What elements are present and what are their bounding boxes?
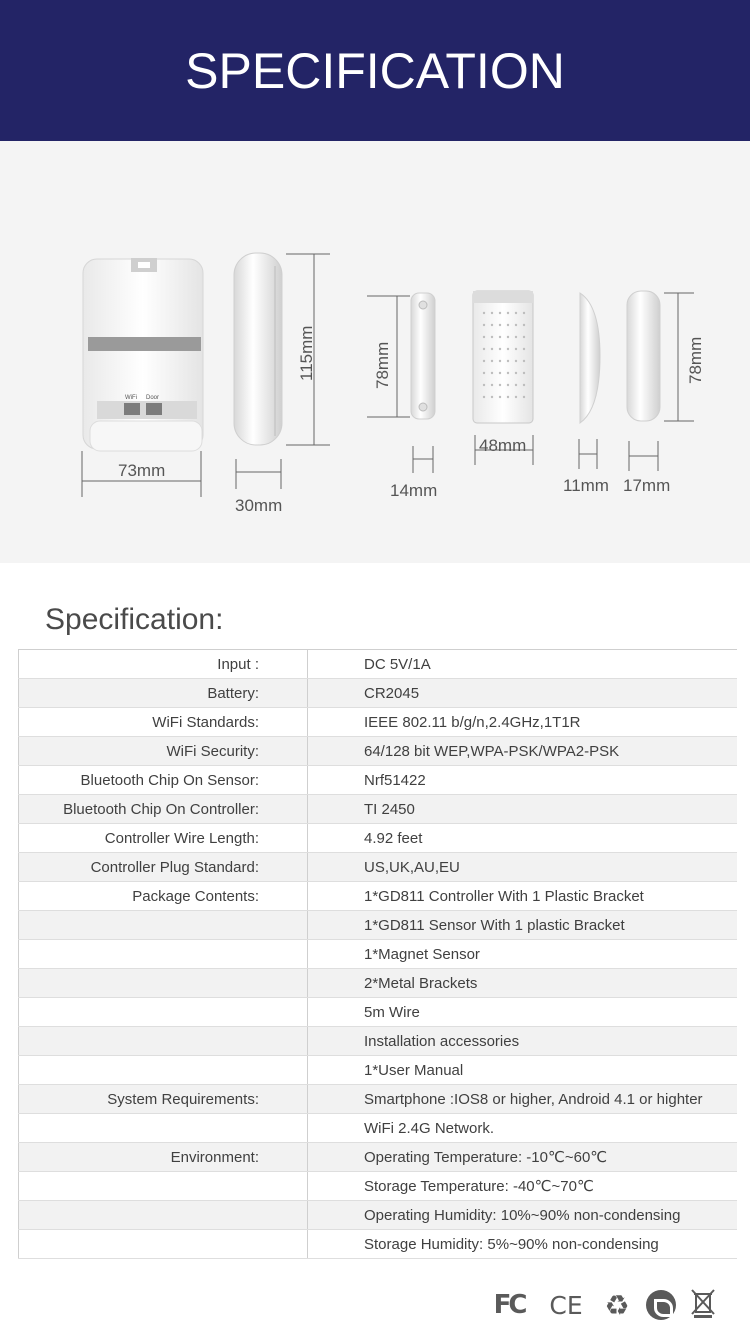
spec-row (19, 1172, 738, 1201)
spec-row (19, 1143, 738, 1172)
spec-heading: Specification: (45, 603, 224, 636)
spec-key (19, 1201, 308, 1230)
spec-value: US,UK,AU,EU (308, 853, 738, 882)
spec-value: 1*GD811 Controller With 1 Plastic Bracket (308, 882, 738, 911)
spec-key: Controller Plug Standard: (19, 853, 308, 882)
spec-key (19, 1056, 308, 1085)
spec-row (19, 882, 738, 911)
spec-row (19, 650, 738, 679)
spec-value: WiFi 2.4G Network. (308, 1114, 738, 1143)
spec-key (19, 1172, 308, 1201)
spec-value: TI 2450 (308, 795, 738, 824)
sensor-width-label: 17mm (623, 476, 671, 495)
spec-key (19, 911, 308, 940)
bracket-width-label: 48mm (479, 436, 527, 455)
sensor-depth-label: 11mm (563, 476, 609, 495)
metal-bracket-view (473, 291, 533, 465)
controller-height-label: 115mm (297, 325, 316, 381)
spec-value: Smartphone :IOS8 or higher, Android 4.1 or highter (308, 1085, 738, 1114)
controller-depth-label: 30mm (235, 496, 283, 515)
certification-marks (486, 1288, 716, 1322)
spec-row (19, 911, 738, 940)
spec-row (19, 1085, 738, 1114)
door-sensor-front-view (623, 291, 705, 495)
green-dot-icon (646, 1290, 676, 1320)
controller-side-view (234, 253, 330, 515)
magnet-width-label: 14mm (390, 481, 438, 500)
recycle-icon: ♻ (604, 1288, 630, 1322)
spec-row (19, 679, 738, 708)
controller-width-label: 73mm (118, 461, 166, 480)
spec-row (19, 1230, 738, 1259)
spec-value: Storage Temperature: -40℃~70℃ (308, 1172, 738, 1201)
header-banner (0, 0, 750, 141)
spec-key (19, 1114, 308, 1143)
spec-value: 5m Wire (308, 998, 738, 1027)
spec-value: 64/128 bit WEP,WPA-PSK/WPA2-PSK (308, 737, 738, 766)
spec-value: 2*Metal Brackets (308, 969, 738, 998)
spec-row (19, 1056, 738, 1085)
door-label: Door (146, 395, 160, 401)
weee-crossed-bin-icon (690, 1288, 716, 1322)
spec-key (19, 998, 308, 1027)
spec-row (19, 824, 738, 853)
banner-title: SPECIFICATION (185, 43, 565, 99)
spec-key: Environment: (19, 1143, 308, 1172)
spec-key: Battery: (19, 679, 308, 708)
spec-value: Installation accessories (308, 1027, 738, 1056)
spec-value: Operating Temperature: -10℃~60℃ (308, 1143, 738, 1172)
spec-table (18, 649, 737, 1259)
magnet-height-label: 78mm (373, 341, 392, 389)
spec-row (19, 708, 738, 737)
spec-row (19, 1201, 738, 1230)
spec-row (19, 1027, 738, 1056)
spec-row (19, 795, 738, 824)
magnet-sensor-view (367, 293, 437, 500)
spec-key: WiFi Security: (19, 737, 308, 766)
spec-row (19, 940, 738, 969)
controller-front-view (82, 258, 203, 497)
door-sensor-side-view (563, 293, 609, 495)
spec-key: Controller Wire Length: (19, 824, 308, 853)
spec-value: 4.92 feet (308, 824, 738, 853)
spec-key (19, 969, 308, 998)
spec-value: 1*User Manual (308, 1056, 738, 1085)
spec-row (19, 969, 738, 998)
spec-key: WiFi Standards: (19, 708, 308, 737)
spec-value: Nrf51422 (308, 766, 738, 795)
spec-row (19, 853, 738, 882)
spec-row (19, 998, 738, 1027)
spec-value: IEEE 802.11 b/g/n,2.4GHz,1T1R (308, 708, 738, 737)
spec-value: DC 5V/1A (308, 650, 738, 679)
sensor-height-label: 78mm (686, 336, 705, 384)
product-dimensions-illustration (0, 141, 750, 563)
spec-key: Bluetooth Chip On Sensor: (19, 766, 308, 795)
spec-key: Bluetooth Chip On Controller: (19, 795, 308, 824)
ce-icon: CE (549, 1290, 583, 1320)
spec-row (19, 1114, 738, 1143)
spec-key: Input : (19, 650, 308, 679)
spec-value: CR2045 (308, 679, 738, 708)
fcc-icon: FC (493, 1290, 525, 1320)
wifi-label: WiFi (125, 395, 137, 401)
spec-row (19, 766, 738, 795)
spec-key: Package Contents: (19, 882, 308, 911)
spec-value: Storage Humidity: 5%~90% non-condensing (308, 1230, 738, 1259)
dimension-diagram (0, 141, 750, 563)
spec-key (19, 1230, 308, 1259)
spec-key (19, 940, 308, 969)
spec-value: 1*Magnet Sensor (308, 940, 738, 969)
spec-key (19, 1027, 308, 1056)
spec-row (19, 737, 738, 766)
spec-value: 1*GD811 Sensor With 1 plastic Bracket (308, 911, 738, 940)
spec-value: Operating Humidity: 10%~90% non-condensing (308, 1201, 738, 1230)
spec-key: System Requirements: (19, 1085, 308, 1114)
